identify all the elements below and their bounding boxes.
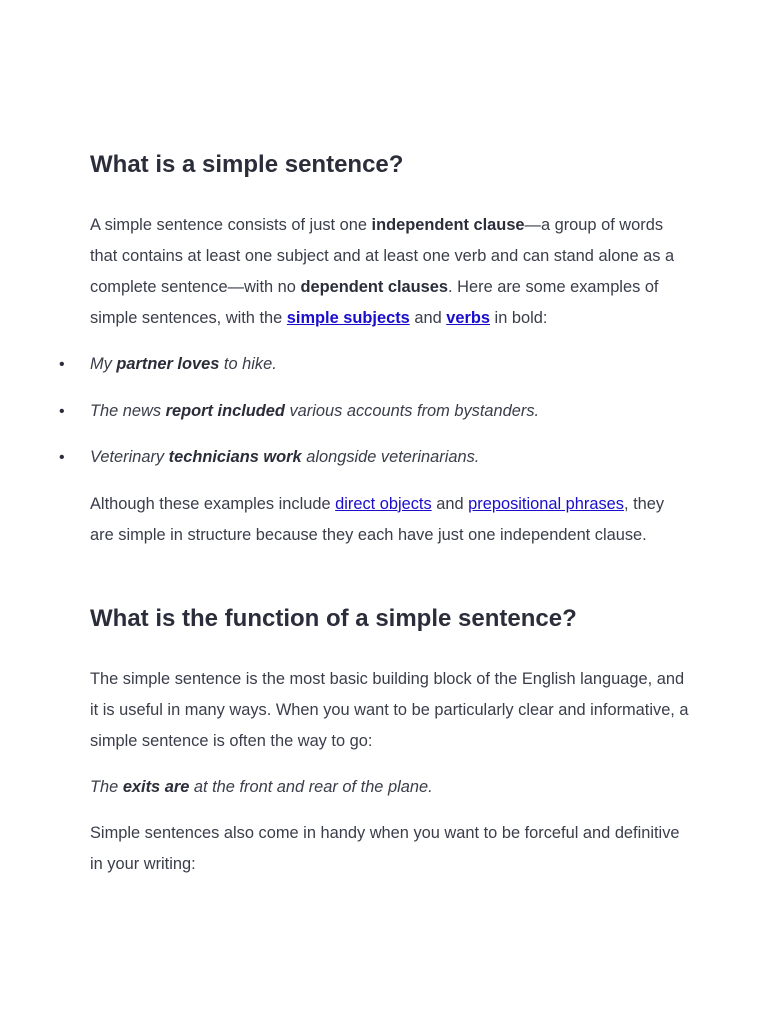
- bold-term: partner loves: [116, 355, 220, 373]
- text: alongside veterinarians.: [301, 448, 480, 466]
- verbs-link[interactable]: verbs: [446, 309, 490, 327]
- direct-objects-link[interactable]: direct objects: [335, 494, 432, 513]
- bold-term: dependent clauses: [300, 278, 449, 296]
- example-text: [90, 778, 433, 796]
- bold-term: independent clause: [371, 216, 525, 234]
- simple-subjects-link[interactable]: simple subjects: [286, 309, 410, 327]
- prepositional-phrases-link[interactable]: prepositional phrases: [468, 494, 624, 513]
- section-heading: What is a simple sentence?: [90, 151, 404, 178]
- bold-term: exits are: [122, 777, 190, 796]
- text: My: [90, 355, 117, 373]
- list-item: [59, 349, 690, 396]
- follow-paragraph: [90, 489, 690, 551]
- example-sentence: [90, 448, 479, 466]
- bold-term: technicians work: [168, 448, 302, 466]
- intro-paragraph: [90, 210, 690, 334]
- text: and: [431, 494, 469, 513]
- forceful-paragraph: Simple sentences also come in handy when you want to be forceful and definitive in your writing:: [90, 823, 680, 873]
- text: The news: [90, 401, 166, 420]
- text: The: [90, 777, 123, 796]
- text: —a group of words that contains at least one subject and at least one verb and can stand alone as a complete sentence—with no: [90, 216, 675, 296]
- bullet-icon: •: [59, 356, 65, 373]
- section-heading: What is the function of a simple sentence?: [90, 604, 577, 632]
- bold-term: report included: [165, 401, 285, 420]
- text: A simple sentence consists of just one: [90, 216, 372, 234]
- text: to hike.: [219, 355, 277, 373]
- bullet-icon: •: [59, 402, 65, 420]
- example-sentence: [90, 772, 690, 803]
- text: Veterinary: [90, 448, 169, 466]
- list-item: [59, 396, 690, 443]
- text: and: [409, 309, 447, 327]
- text: Although these examples include: [90, 494, 336, 513]
- text: , they are simple in structure because they each have just one independent clause.: [90, 494, 665, 544]
- example-list: [59, 349, 690, 489]
- function-paragraph: The simple sentence is the most basic building block of the English language, and it is useful in many ways. When you want to be particularly clear and informative, a simple sentence is often the way to go:: [90, 669, 689, 750]
- text: . Here are some examples of simple sentences, with the: [90, 278, 659, 327]
- example-sentence: [90, 355, 277, 373]
- article-body: [59, 140, 690, 880]
- example-sentence: [90, 402, 539, 420]
- list-item: [59, 442, 690, 489]
- text: in bold:: [490, 309, 548, 327]
- text: at the front and rear of the plane.: [189, 777, 433, 796]
- text: various accounts from bystanders.: [284, 401, 540, 420]
- bullet-icon: •: [59, 449, 65, 466]
